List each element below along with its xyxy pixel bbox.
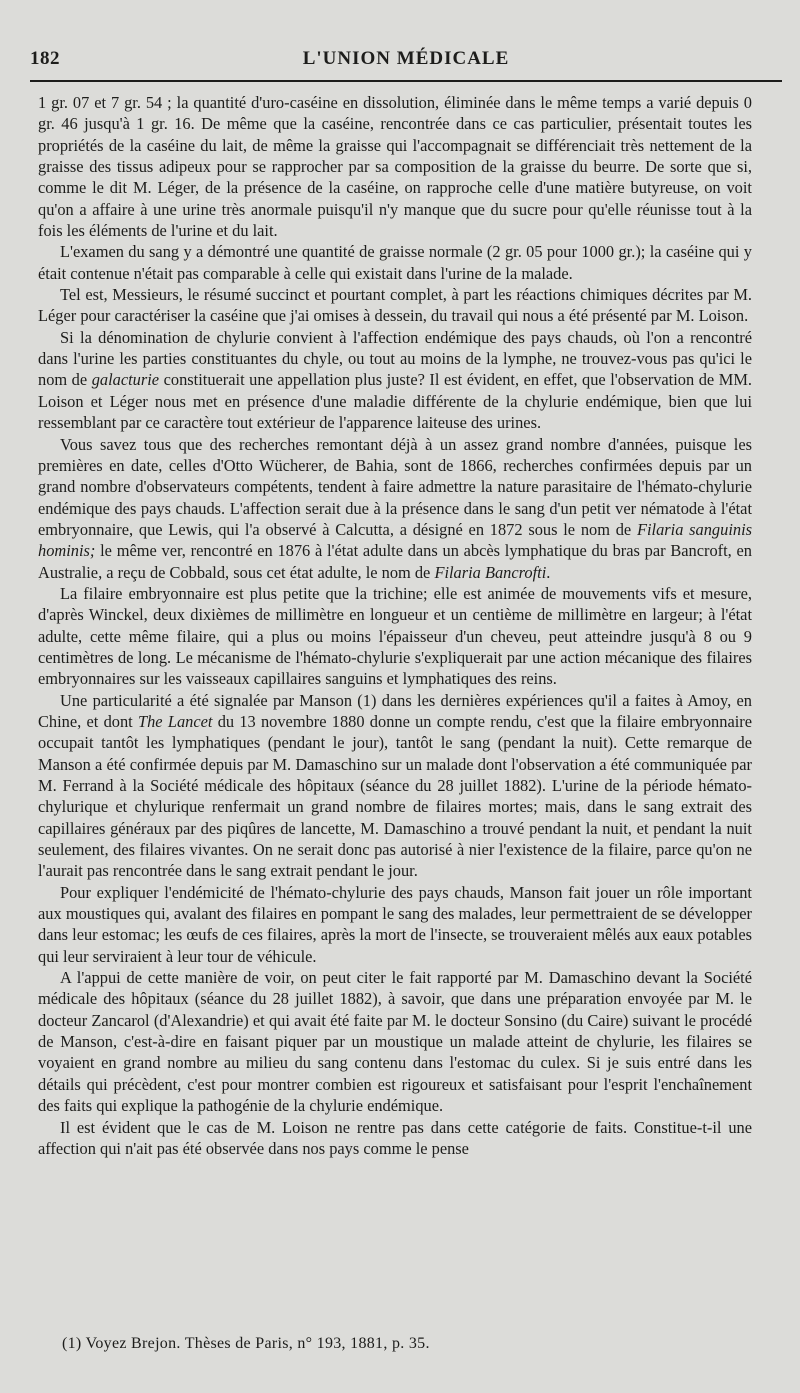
paragraph-5-italic-species-2: Filaria Bancrofti bbox=[434, 562, 547, 582]
paragraph-7-text-b: du 13 novembre 1880 donne un compte rendu, c'est que la filaire embryonnaire occupait tantôt les lymphatiques (pendant le jour), tantôt le sang (pendant la nuit). Cette remarque de Manson a été confirmée depuis par M. Damaschino sur un malade dont l'observation a été communiquée par M. Ferrand à la Société médicale des hôpitaux (séance du 28 juillet 1882). L'urine de la période hémato-chylurique et chylurique renfermait un grand nombre de filaires mortes; mais, dans le sang extrait des capillaires généraux par des piqûres de lancette, M. Damaschino a trouvé pendant la nuit, et pendant la nuit seulement, des filaires vivantes. On ne serait donc pas autorisé à nier l'existence de la filaire, parce qu'on ne l'aurait pas rencontrée dans le sang extrait pendant le jour. bbox=[38, 711, 753, 881]
paragraph-5-text-a: Vous savez tous que des recherches remontant déjà à un assez grand nombre d'années, puisque les premières en date, celles d'Otto Wücherer, de Bahia, sont de 1866, recherches confirmées depuis par un grand nombre d'observateurs compétents, tendent à faire admettre la nature parasitaire de l'hémato-chylurie endémique des pays chauds. L'affection serait due à la présence dans le sang d'un petit ver nématode à l'état embryonnaire, que Lewis, qui l'a observé à Calcutta, a désigné en 1872 sous le nom de bbox=[38, 434, 752, 539]
article-body bbox=[38, 92, 752, 1159]
paragraph-10: Il est évident que le cas de M. Loison ne rentre pas dans cette catégorie de faits. Constitue-t-il une affection qui n'ait pas été observée dans nos pays comme le pense bbox=[38, 1117, 752, 1158]
paragraph-3: Tel est, Messieurs, le résumé succinct et pourtant complet, à part les réactions chimiques décrites par M. Léger pour caractériser la caséine que j'ai omises à dessein, du travail qui nous a été présenté par M. Loison. bbox=[38, 285, 752, 326]
paragraph-5 bbox=[38, 434, 752, 583]
paragraph-5-text-b: le même ver, rencontré en 1876 à l'état adulte dans un abcès lymphatique du bras par Bancroft, en Australie, a reçu de Cobbald, sous cet état adulte, le nom de bbox=[38, 541, 752, 582]
page-number: 182 bbox=[30, 48, 60, 69]
paragraph-8: Pour expliquer l'endémicité de l'hémato-chylurie des pays chauds, Manson fait jouer un rôle important aux moustiques qui, avalant des filaires en pompant le sang des malades, leur permettraient de se développer dans leur estomac; les œufs de ces filaires, après la mort de l'insecte, se trouveraient mêlés aux eaux potables qui leur serviraient à leur tour de véhicule. bbox=[38, 882, 752, 966]
paragraph-7-text-a: Une particularité a été signalée par Manson (1) dans les dernières expériences qu'il a faites à Amoy, en Chine, et dont bbox=[38, 690, 752, 731]
running-header bbox=[30, 48, 782, 74]
paragraph-5-italic-species-1: Filaria sanguinis hominis; bbox=[38, 519, 752, 561]
paragraph-4-text-a: Si la dénomination de chylurie convient à l'affection endémique des pays chauds, où l'on a rencontré dans l'urine les parties constituantes du chyle, ou tout au moins de la lymphe, ne trouvez-vous pas qu'ici le nom de bbox=[38, 327, 752, 390]
header-rule bbox=[30, 80, 782, 82]
paragraph-4-text-b: constituerait une appellation plus juste? Il est évident, en effet, que l'observation de MM. Loison et Léger nous met en présence d'une maladie différente de la chylurie endémique, bien que lui ressemblant par ce caractère tout extérieur de l'apparence laiteuse des urines. bbox=[38, 370, 752, 433]
paragraph-4 bbox=[38, 327, 752, 434]
paragraph-4-italic-term: galacturie bbox=[91, 370, 160, 390]
paragraph-7-italic-journal: The Lancet bbox=[137, 711, 213, 731]
journal-title: L'UNION MÉDICALE bbox=[302, 48, 510, 69]
paragraph-1: 1 gr. 07 et 7 gr. 54 ; la quantité d'uro-caséine en dissolution, éliminée dans le même temps a varié depuis 0 gr. 46 jusqu'à 1 gr. 16. De même que la caséine, rencontrée dans ce cas particulier, présentait toutes les propriétés de la caséine du lait, de même la graisse qui l'accompagnait se différenciait très nettement de la graisse des tissus adipeux pour se rapprocher par sa composition de la graisse du beurre. De sorte que si, comme le dit M. Léger, de la présence de la caséine, on rapproche celle d'une matière butyreuse, on voit qu'on a affaire à une urine très anormale puisqu'il n'y manque que du sucre pour qu'elle réunisse tout à la fois les éléments de l'urine et du lait. bbox=[38, 93, 752, 241]
paragraph-2: L'examen du sang y a démontré une quantité de graisse normale (2 gr. 05 pour 1000 gr.); la caséine qui y était contenue n'était pas comparable à celle qui existait dans l'urine de la malade. bbox=[38, 242, 752, 283]
paragraph-7 bbox=[38, 690, 752, 882]
footnote: (1) Voyez Brejon. Thèses de Paris, n° 193, 1881, p. 35. bbox=[62, 1335, 430, 1352]
paragraph-9: A l'appui de cette manière de voir, on peut citer le fait rapporté par M. Damaschino devant la Société médicale des hôpitaux (séance du 28 juillet 1882), à savoir, que dans une préparation envoyée par M. le docteur Zancarol (d'Alexandrie) et qui avait été faite par M. le docteur Sonsino (du Caire) suivant le procédé de Manson, c'est-à-dire en faisant piquer par un moustique un malade atteint de chylurie, les filaires se voyaient en grand nombre au milieu du sang contenu dans l'estomac du culex. Si je suis entré dans les détails qui précèdent, c'est pour montrer combien est rigoureux et satisfaisant pour l'esprit l'enchaînement des faits qui explique la pathogénie de la chylurie endémique. bbox=[38, 968, 752, 1116]
paragraph-5-text-c: . bbox=[546, 562, 551, 582]
paragraph-6: La filaire embryonnaire est plus petite que la trichine; elle est animée de mouvements vifs et mesure, d'après Winckel, deux dixièmes de millimètre en longueur et un centième de millimètre en largeur; à l'état adulte, cette même filaire, qui a plus ou moins l'épaisseur d'un cheveu, peut atteindre jusqu'à 8 ou 9 centimètres de long. Le mécanisme de l'hémato-chylurie s'expliquerait par une action mécanique des filaires embryonnaires sur les vaisseaux capillaires sanguins et lymphatiques des reins. bbox=[38, 583, 752, 689]
